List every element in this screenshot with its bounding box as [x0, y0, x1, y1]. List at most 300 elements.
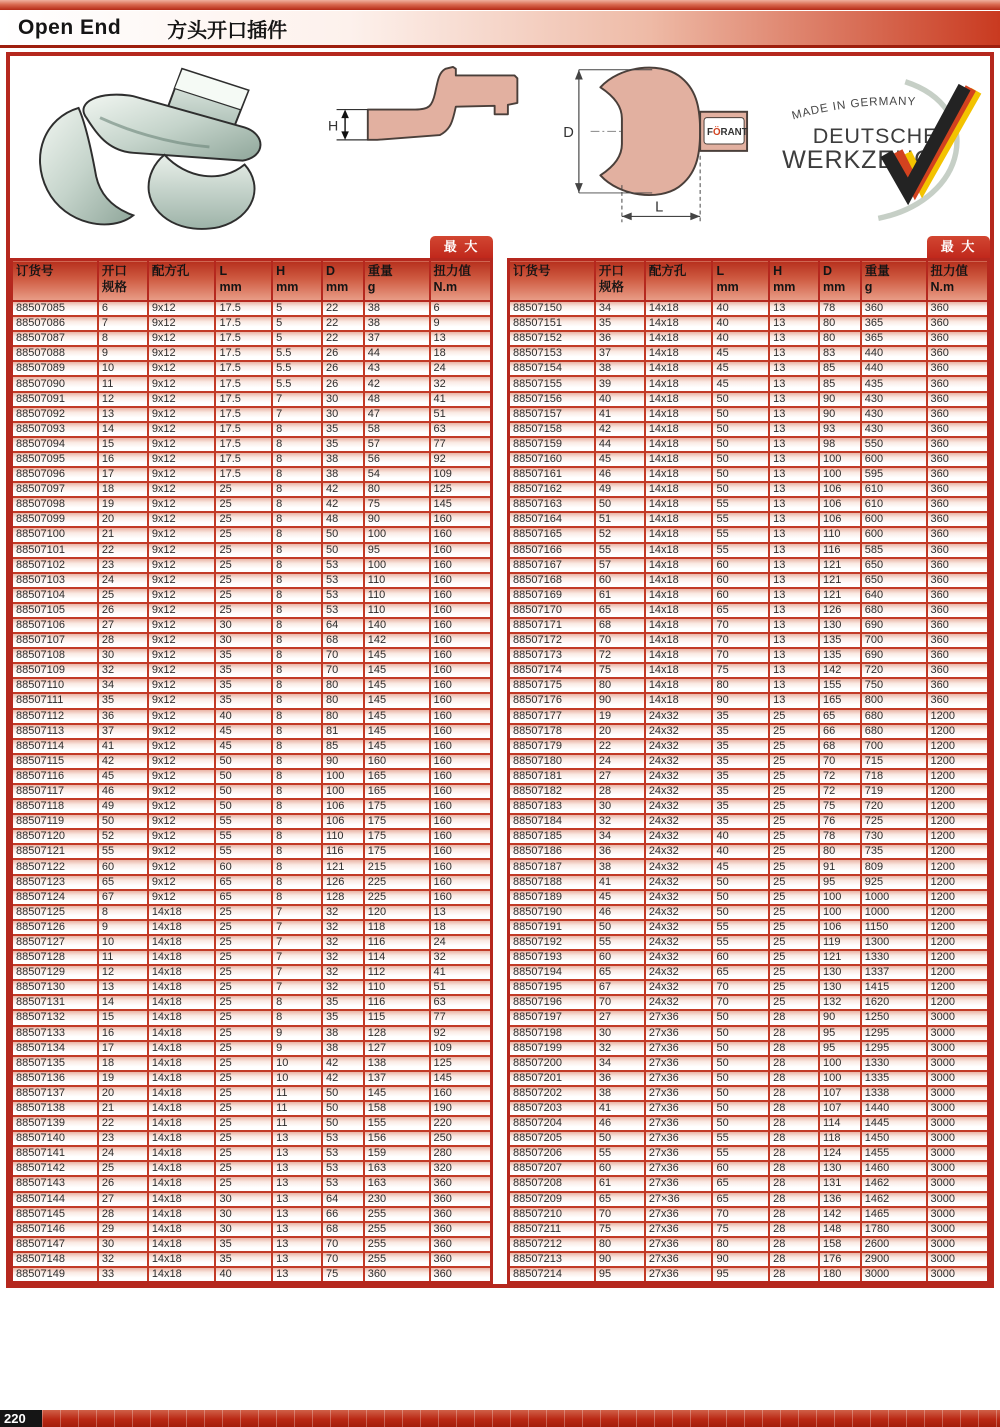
cell: 30: [595, 799, 645, 814]
cell: 50: [215, 784, 272, 799]
cell: 13: [272, 1207, 322, 1222]
cell: 88507164: [509, 512, 595, 527]
table-row: [12, 1071, 492, 1086]
cell: 14x18: [645, 376, 713, 391]
cell: 53: [322, 603, 364, 618]
cell: 7: [272, 950, 322, 965]
table-row: [12, 301, 492, 316]
cell: 9x12: [148, 573, 216, 588]
cell: 88507201: [509, 1071, 595, 1086]
cell: 120: [364, 905, 430, 920]
cell: 15: [98, 1010, 148, 1025]
cell: 25: [215, 1056, 272, 1071]
cell: 70: [322, 663, 364, 678]
brand-logo: FÖRANT: [707, 127, 748, 139]
cell: 585: [861, 543, 927, 558]
cell: 34: [595, 301, 645, 316]
cell: 160: [430, 648, 492, 663]
cell: 60: [712, 573, 769, 588]
cell: 9x12: [148, 844, 216, 859]
cell: 360: [430, 1237, 492, 1252]
cell: 8: [272, 497, 322, 512]
cell: 66: [819, 724, 861, 739]
cell: 88507123: [12, 875, 98, 890]
cell: 7: [272, 920, 322, 935]
cell: 10: [272, 1056, 322, 1071]
cell: 1200: [927, 995, 989, 1010]
cell: 67: [98, 890, 148, 905]
table-row: [12, 1101, 492, 1116]
cell: 3000: [861, 1267, 927, 1283]
cell: 1000: [861, 890, 927, 905]
cell: 88507129: [12, 965, 98, 980]
cell: 50: [215, 769, 272, 784]
cell: 14x18: [148, 1131, 216, 1146]
cell: 360: [927, 467, 989, 482]
cell: 9x12: [148, 482, 216, 497]
cell: 430: [861, 407, 927, 422]
cell: 25: [769, 995, 819, 1010]
table-row: [509, 1192, 989, 1207]
table-row: [509, 935, 989, 950]
cell: 119: [819, 935, 861, 950]
cell: 13: [769, 558, 819, 573]
cell: 9x12: [148, 709, 216, 724]
cell: 64: [322, 1192, 364, 1207]
column-header: 扭力值 N.m: [430, 260, 492, 302]
cell: 17.5: [215, 437, 272, 452]
product-table-left: [10, 236, 493, 1284]
cell: 127: [364, 1041, 430, 1056]
cell: 190: [430, 1101, 492, 1116]
table-row: [509, 527, 989, 542]
cell: 24x32: [645, 739, 713, 754]
cell: 14x18: [645, 482, 713, 497]
cell: 25: [215, 1161, 272, 1176]
cell: 1200: [927, 724, 989, 739]
cell: 60: [215, 859, 272, 874]
cell: 53: [322, 588, 364, 603]
cell: 106: [322, 799, 364, 814]
cell: 49: [595, 482, 645, 497]
cell: 30: [322, 392, 364, 407]
cell: 70: [712, 648, 769, 663]
cell: 131: [819, 1176, 861, 1191]
table-row: [12, 875, 492, 890]
table-row: [12, 693, 492, 708]
cell: 88507204: [509, 1116, 595, 1131]
cell: 360: [927, 618, 989, 633]
cell: 25: [215, 497, 272, 512]
cell: 88507098: [12, 497, 98, 512]
cell: 40: [712, 301, 769, 316]
cell: 25: [769, 905, 819, 920]
cell: 25: [769, 799, 819, 814]
table-row: [12, 331, 492, 346]
cell: 88507210: [509, 1207, 595, 1222]
cell: 1295: [861, 1041, 927, 1056]
cell: 14x18: [148, 935, 216, 950]
cell: 160: [430, 573, 492, 588]
cell: 88507182: [509, 784, 595, 799]
cell: 88507147: [12, 1237, 98, 1252]
table-row: [12, 1176, 492, 1191]
cell: 14x18: [148, 950, 216, 965]
cell: 88507150: [509, 301, 595, 316]
cell: 11: [272, 1116, 322, 1131]
cell: 88507101: [12, 543, 98, 558]
cell: 88507130: [12, 980, 98, 995]
cell: 50: [712, 1116, 769, 1131]
cell: 595: [861, 467, 927, 482]
cell: 27x36: [645, 1161, 713, 1176]
cell: 24: [98, 573, 148, 588]
cell: 175: [364, 799, 430, 814]
cell: 25: [769, 920, 819, 935]
cell: 26: [322, 361, 364, 376]
cell: 88507092: [12, 407, 98, 422]
cell: 88507177: [509, 709, 595, 724]
cell: 1200: [927, 890, 989, 905]
cell: 88507105: [12, 603, 98, 618]
cell: 24x32: [645, 875, 713, 890]
cell: 55: [712, 543, 769, 558]
cell: 24x32: [645, 965, 713, 980]
cell: 42: [322, 482, 364, 497]
cell: 7: [272, 965, 322, 980]
table-row: [12, 648, 492, 663]
cell: 50: [712, 1086, 769, 1101]
cell: 5: [272, 301, 322, 316]
cell: 88507122: [12, 859, 98, 874]
cell: 2900: [861, 1252, 927, 1267]
cell: 88507094: [12, 437, 98, 452]
table-row: [12, 1026, 492, 1041]
cell: 88507111: [12, 693, 98, 708]
cell: 1338: [861, 1086, 927, 1101]
cell: 22: [322, 301, 364, 316]
cell: 34: [595, 829, 645, 844]
cell: 25: [769, 709, 819, 724]
cell: 9x12: [148, 407, 216, 422]
top-view-diagram: [557, 58, 757, 234]
cell: 13: [272, 1267, 322, 1283]
cell: 65: [819, 709, 861, 724]
table-row: [12, 1161, 492, 1176]
cell: 14x18: [645, 422, 713, 437]
cell: 14x18: [148, 1056, 216, 1071]
cell: 3000: [927, 1071, 989, 1086]
cell: 128: [364, 1026, 430, 1041]
cell: 35: [712, 814, 769, 829]
cell: 600: [861, 527, 927, 542]
cell: 77: [430, 1010, 492, 1025]
cell: 3000: [927, 1026, 989, 1041]
cell: 68: [322, 633, 364, 648]
cell: 24x32: [645, 829, 713, 844]
table-row: [12, 1010, 492, 1025]
table-row: [509, 452, 989, 467]
cell: 12: [98, 392, 148, 407]
cell: 88507104: [12, 588, 98, 603]
cell: 9x12: [148, 875, 216, 890]
top-strip: [0, 0, 1000, 11]
cell: 88507127: [12, 935, 98, 950]
cell: 360: [927, 678, 989, 693]
cell: 9: [430, 316, 492, 331]
cell: 107: [819, 1086, 861, 1101]
cell: 11: [272, 1101, 322, 1116]
table-row: [12, 739, 492, 754]
cell: 3000: [927, 1101, 989, 1116]
cell: 160: [430, 769, 492, 784]
cell: 35: [322, 422, 364, 437]
cell: 121: [819, 588, 861, 603]
cell: 78: [819, 301, 861, 316]
cell: 88507100: [12, 527, 98, 542]
cell: 65: [712, 1176, 769, 1191]
cell: 145: [364, 1086, 430, 1101]
cell: 75: [712, 663, 769, 678]
cell: 88507157: [509, 407, 595, 422]
cell: 95: [819, 875, 861, 890]
cell: 30: [215, 1207, 272, 1222]
cell: 28: [769, 1267, 819, 1283]
cell: 360: [430, 1222, 492, 1237]
table-row: [509, 497, 989, 512]
cell: 7: [272, 905, 322, 920]
cell: 24x32: [645, 950, 713, 965]
cell: 88507184: [509, 814, 595, 829]
cell: 88507186: [509, 844, 595, 859]
cell: 24x32: [645, 905, 713, 920]
cell: 36: [595, 844, 645, 859]
cell: 90: [322, 754, 364, 769]
cell: 66: [322, 1207, 364, 1222]
cell: 9x12: [148, 769, 216, 784]
cell: 121: [322, 859, 364, 874]
cell: 45: [712, 346, 769, 361]
cell: 650: [861, 558, 927, 573]
cell: 1150: [861, 920, 927, 935]
cell: 360: [927, 603, 989, 618]
cell: 35: [322, 995, 364, 1010]
cell: 83: [819, 346, 861, 361]
table-row: [12, 1267, 492, 1283]
table-row: [509, 1252, 989, 1267]
cell: 32: [595, 1041, 645, 1056]
cell: 88507207: [509, 1161, 595, 1176]
cell: 25: [215, 1131, 272, 1146]
cell: 88507202: [509, 1086, 595, 1101]
cell: 1295: [861, 1026, 927, 1041]
cell: 27x36: [645, 1101, 713, 1116]
cell: 27x36: [645, 1056, 713, 1071]
cell: 430: [861, 392, 927, 407]
cell: 14x18: [645, 588, 713, 603]
cell: 14x18: [645, 573, 713, 588]
cell: 1000: [861, 905, 927, 920]
cell: 7: [98, 316, 148, 331]
cell: 25: [769, 935, 819, 950]
cell: 8: [272, 724, 322, 739]
cell: 75: [712, 1222, 769, 1237]
table-row: [509, 392, 989, 407]
cell: 32: [322, 935, 364, 950]
cell: 88507148: [12, 1252, 98, 1267]
cell: 1330: [861, 950, 927, 965]
badge-deutsches: DEUTSCHES: [813, 122, 955, 148]
cell: 132: [819, 995, 861, 1010]
hero-images: [10, 56, 990, 234]
cell: 142: [819, 663, 861, 678]
cell: 88507168: [509, 573, 595, 588]
table-row: [12, 663, 492, 678]
cell: 28: [769, 1026, 819, 1041]
cell: 10: [272, 1071, 322, 1086]
cell: 50: [215, 799, 272, 814]
cell: 100: [819, 452, 861, 467]
cell: 13: [769, 527, 819, 542]
cell: 70: [712, 995, 769, 1010]
cell: 88507144: [12, 1192, 98, 1207]
cell: 925: [861, 875, 927, 890]
cell: 53: [322, 1161, 364, 1176]
cell: 100: [819, 1056, 861, 1071]
cell: 9x12: [148, 829, 216, 844]
cell: 9x12: [148, 543, 216, 558]
cell: 9x12: [148, 739, 216, 754]
cell: 88507137: [12, 1086, 98, 1101]
cell: 8: [272, 573, 322, 588]
cell: 45: [595, 452, 645, 467]
cell: 9x12: [148, 497, 216, 512]
cell: 80: [322, 709, 364, 724]
cell: 9x12: [148, 814, 216, 829]
cell: 27×36: [645, 1192, 713, 1207]
cell: 25: [769, 829, 819, 844]
cell: 28: [769, 1192, 819, 1207]
cell: 25: [769, 859, 819, 874]
cell: 32: [595, 814, 645, 829]
cell: 7: [272, 935, 322, 950]
cell: 106: [819, 920, 861, 935]
cell: 17.5: [215, 316, 272, 331]
cell: 44: [364, 346, 430, 361]
cell: 160: [430, 527, 492, 542]
cell: 11: [272, 1086, 322, 1101]
table-row: [12, 1056, 492, 1071]
cell: 100: [364, 558, 430, 573]
cell: 116: [322, 844, 364, 859]
cell: 13: [769, 633, 819, 648]
cell: 95: [712, 1267, 769, 1283]
cell: 25: [215, 905, 272, 920]
cell: 54: [364, 467, 430, 482]
cell: 44: [595, 437, 645, 452]
cell: 60: [712, 1161, 769, 1176]
cell: 88507188: [509, 875, 595, 890]
side-view-diagram: [311, 60, 557, 232]
cell: 38: [322, 1026, 364, 1041]
cell: 430: [861, 422, 927, 437]
cell: 28: [769, 1161, 819, 1176]
cell: 50: [595, 497, 645, 512]
cell: 680: [861, 603, 927, 618]
cell: 14x18: [148, 1116, 216, 1131]
cell: 88507128: [12, 950, 98, 965]
cell: 9x12: [148, 678, 216, 693]
cell: 365: [861, 331, 927, 346]
cell: 100: [819, 1071, 861, 1086]
cell: 160: [430, 784, 492, 799]
cell: 160: [430, 1086, 492, 1101]
table-row: [509, 331, 989, 346]
cell: 35: [215, 1237, 272, 1252]
cell: 17: [98, 467, 148, 482]
cell: 27: [595, 1010, 645, 1025]
cell: 77: [430, 437, 492, 452]
cell: 38: [364, 301, 430, 316]
cell: 8: [272, 618, 322, 633]
cell: 25: [215, 527, 272, 542]
cell: 47: [364, 407, 430, 422]
cell: 718: [861, 769, 927, 784]
cell: 25: [215, 950, 272, 965]
cell: 25: [215, 588, 272, 603]
cell: 88507091: [12, 392, 98, 407]
table-row: [509, 648, 989, 663]
cell: 360: [927, 437, 989, 452]
cell: 45: [215, 724, 272, 739]
table-row: [12, 527, 492, 542]
cell: 13: [769, 452, 819, 467]
cell: 680: [861, 709, 927, 724]
cell: 137: [364, 1071, 430, 1086]
cell: 88507102: [12, 558, 98, 573]
cell: 70: [712, 980, 769, 995]
cell: 88507208: [509, 1176, 595, 1191]
cell: 88507154: [509, 361, 595, 376]
cell: 176: [819, 1252, 861, 1267]
cell: 55: [215, 814, 272, 829]
cell: 18: [430, 920, 492, 935]
cell: 112: [364, 965, 430, 980]
cell: 32: [322, 920, 364, 935]
table-row: [509, 859, 989, 874]
cell: 88507209: [509, 1192, 595, 1207]
cell: 14x18: [148, 1161, 216, 1176]
cell: 88507199: [509, 1041, 595, 1056]
table-row: [509, 588, 989, 603]
cell: 106: [322, 814, 364, 829]
cell: 13: [98, 407, 148, 422]
cell: 690: [861, 648, 927, 663]
cell: 13: [769, 361, 819, 376]
cell: 75: [322, 1267, 364, 1283]
cell: 80: [364, 482, 430, 497]
cell: 50: [322, 543, 364, 558]
cell: 70: [322, 648, 364, 663]
cell: 9x12: [148, 754, 216, 769]
cell: 24: [595, 754, 645, 769]
cell: 26: [322, 346, 364, 361]
cell: 14x18: [645, 437, 713, 452]
cell: 88507097: [12, 482, 98, 497]
table-row: [12, 935, 492, 950]
table-row: [509, 316, 989, 331]
column-header: H mm: [769, 260, 819, 302]
